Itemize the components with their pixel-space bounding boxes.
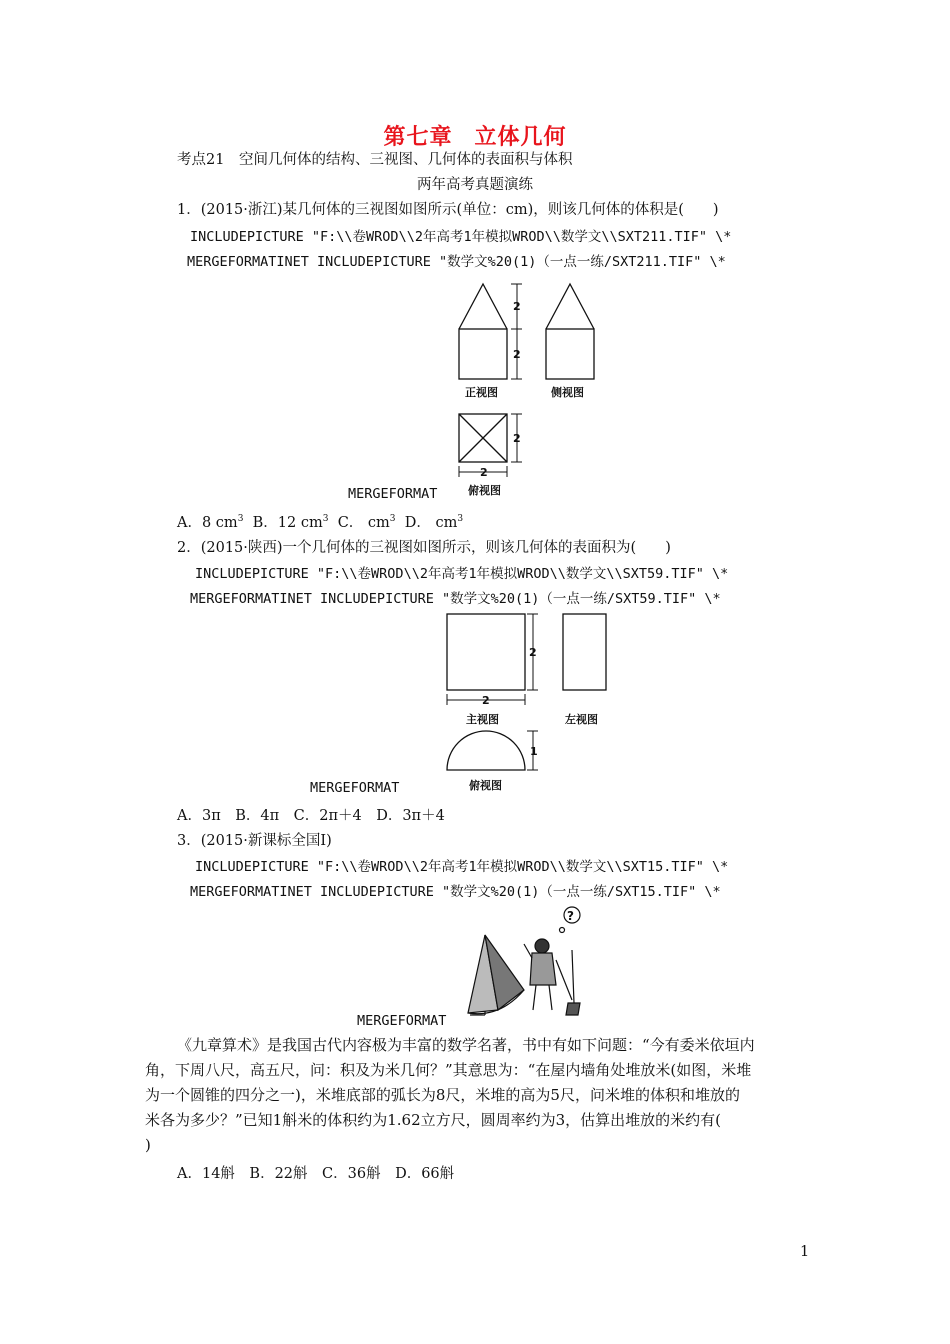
q3-paragraph-line: 米各为多少？”已知1斛米的体积约为1.62立方尺，圆周率约为3，估算出堆放的米约有( <box>145 1111 722 1129</box>
q2-front-view-label: 主视图 <box>466 713 499 726</box>
chapter-title: 第七章 立体几何 <box>383 124 567 150</box>
q1-dim-label: 2 <box>480 466 488 479</box>
q1-stem: 1．(2015·浙江)某几何体的三视图如图所示(单位：cm)，则该几何体的体积是( ) <box>177 202 719 218</box>
q1-side-view-label: 侧视图 <box>551 386 584 399</box>
q2-dim-label: 1 <box>530 745 538 758</box>
q1-dim-label: 2 <box>513 300 521 313</box>
q2-field-code-2: MERGEFORMATINET INCLUDEPICTURE "数学文%20(1)（一点一练/SXT59.TIF" \* <box>190 591 721 607</box>
q1-three-view-figure <box>440 278 610 500</box>
q1-front-square <box>459 329 507 379</box>
q1-side-square <box>546 329 594 379</box>
q2-side-rect <box>563 614 606 690</box>
q3-rice-pile-illustration <box>460 900 590 1020</box>
q1-top-view-label: 俯视图 <box>468 484 501 497</box>
q2-stem: 2．(2015·陕西)一个几何体的三视图如图所示，则该几何体的表面积为( ) <box>177 540 671 556</box>
q3-paragraph-line: 为一个圆锥的四分之一)，米堆底部的弧长为8尺，米堆的高为5尺，问米堆的体积和堆放的 <box>145 1086 740 1104</box>
q2-mergeformat: MERGEFORMAT <box>310 780 400 796</box>
q3-field-code-1: INCLUDEPICTURE "F:\\卷WROD\\2年高考1年模拟WROD\\数学文\\SXT15.TIF" \* <box>195 859 729 875</box>
q1-mergeformat: MERGEFORMAT <box>348 486 438 502</box>
q2-side-view-label: 左视图 <box>565 713 598 726</box>
q1-field-code-2: MERGEFORMATINET INCLUDEPICTURE "数学文%20(1)（一点一练/SXT211.TIF" \* <box>187 254 726 270</box>
q3-paragraph-line: ) <box>145 1136 151 1154</box>
q3-stem: 3．(2015·新课标全国Ⅰ) <box>177 833 332 849</box>
q1-field-code-1: INCLUDEPICTURE "F:\\卷WROD\\2年高考1年模拟WROD\\数学文\\SXT211.TIF" \* <box>190 229 732 245</box>
q1-front-triangle <box>459 284 507 329</box>
q2-dim-label: 2 <box>482 694 490 707</box>
q3-options: A．14斛 B．22斛 C．36斛 D．66斛 <box>177 1166 455 1182</box>
svg-text:?: ? <box>567 909 574 923</box>
q3-mergeformat: MERGEFORMAT <box>357 1013 447 1029</box>
q2-field-code-1: INCLUDEPICTURE "F:\\卷WROD\\2年高考1年模拟WROD\\数学文\\SXT59.TIF" \* <box>195 566 729 582</box>
q1-options: A．8 $cm^3$ B．12 $cm^3$ C． $cm^3$ D． $cm^3$ <box>177 514 464 531</box>
q2-top-view-label: 俯视图 <box>469 779 502 792</box>
q1-front-view-label: 正视图 <box>465 386 498 399</box>
section-heading: 考点21 空间几何体的结构、三视图、几何体的表面积与体积 <box>177 152 573 168</box>
q1-dim-label: 2 <box>513 348 521 361</box>
q3-paragraph-line: 角，下周八尺，高五尺，问：积及为米几何？”其意思为：“在屋内墙角处堆放米(如图，米堆 <box>145 1061 752 1079</box>
q3-field-code-2: MERGEFORMATINET INCLUDEPICTURE "数学文%20(1)（一点一练/SXT15.TIF" \* <box>190 884 721 900</box>
q1-side-triangle <box>546 284 594 329</box>
q2-dim-label: 2 <box>529 646 537 659</box>
q2-three-view-figure <box>440 608 615 796</box>
q3-paragraph-line: 《九章算术》是我国古代内容极为丰富的数学名著，书中有如下问题：“今有委米依垣内 <box>177 1036 755 1054</box>
subsection-heading: 两年高考真题演练 <box>417 177 533 193</box>
q2-options: A．3π B．4π C．2π＋4 D．3π＋4 <box>177 808 445 824</box>
q1-dim-label: 2 <box>513 432 521 445</box>
q2-front-square <box>447 614 525 690</box>
page-number: 1 <box>800 1244 810 1260</box>
q2-top-semicircle <box>447 731 525 770</box>
